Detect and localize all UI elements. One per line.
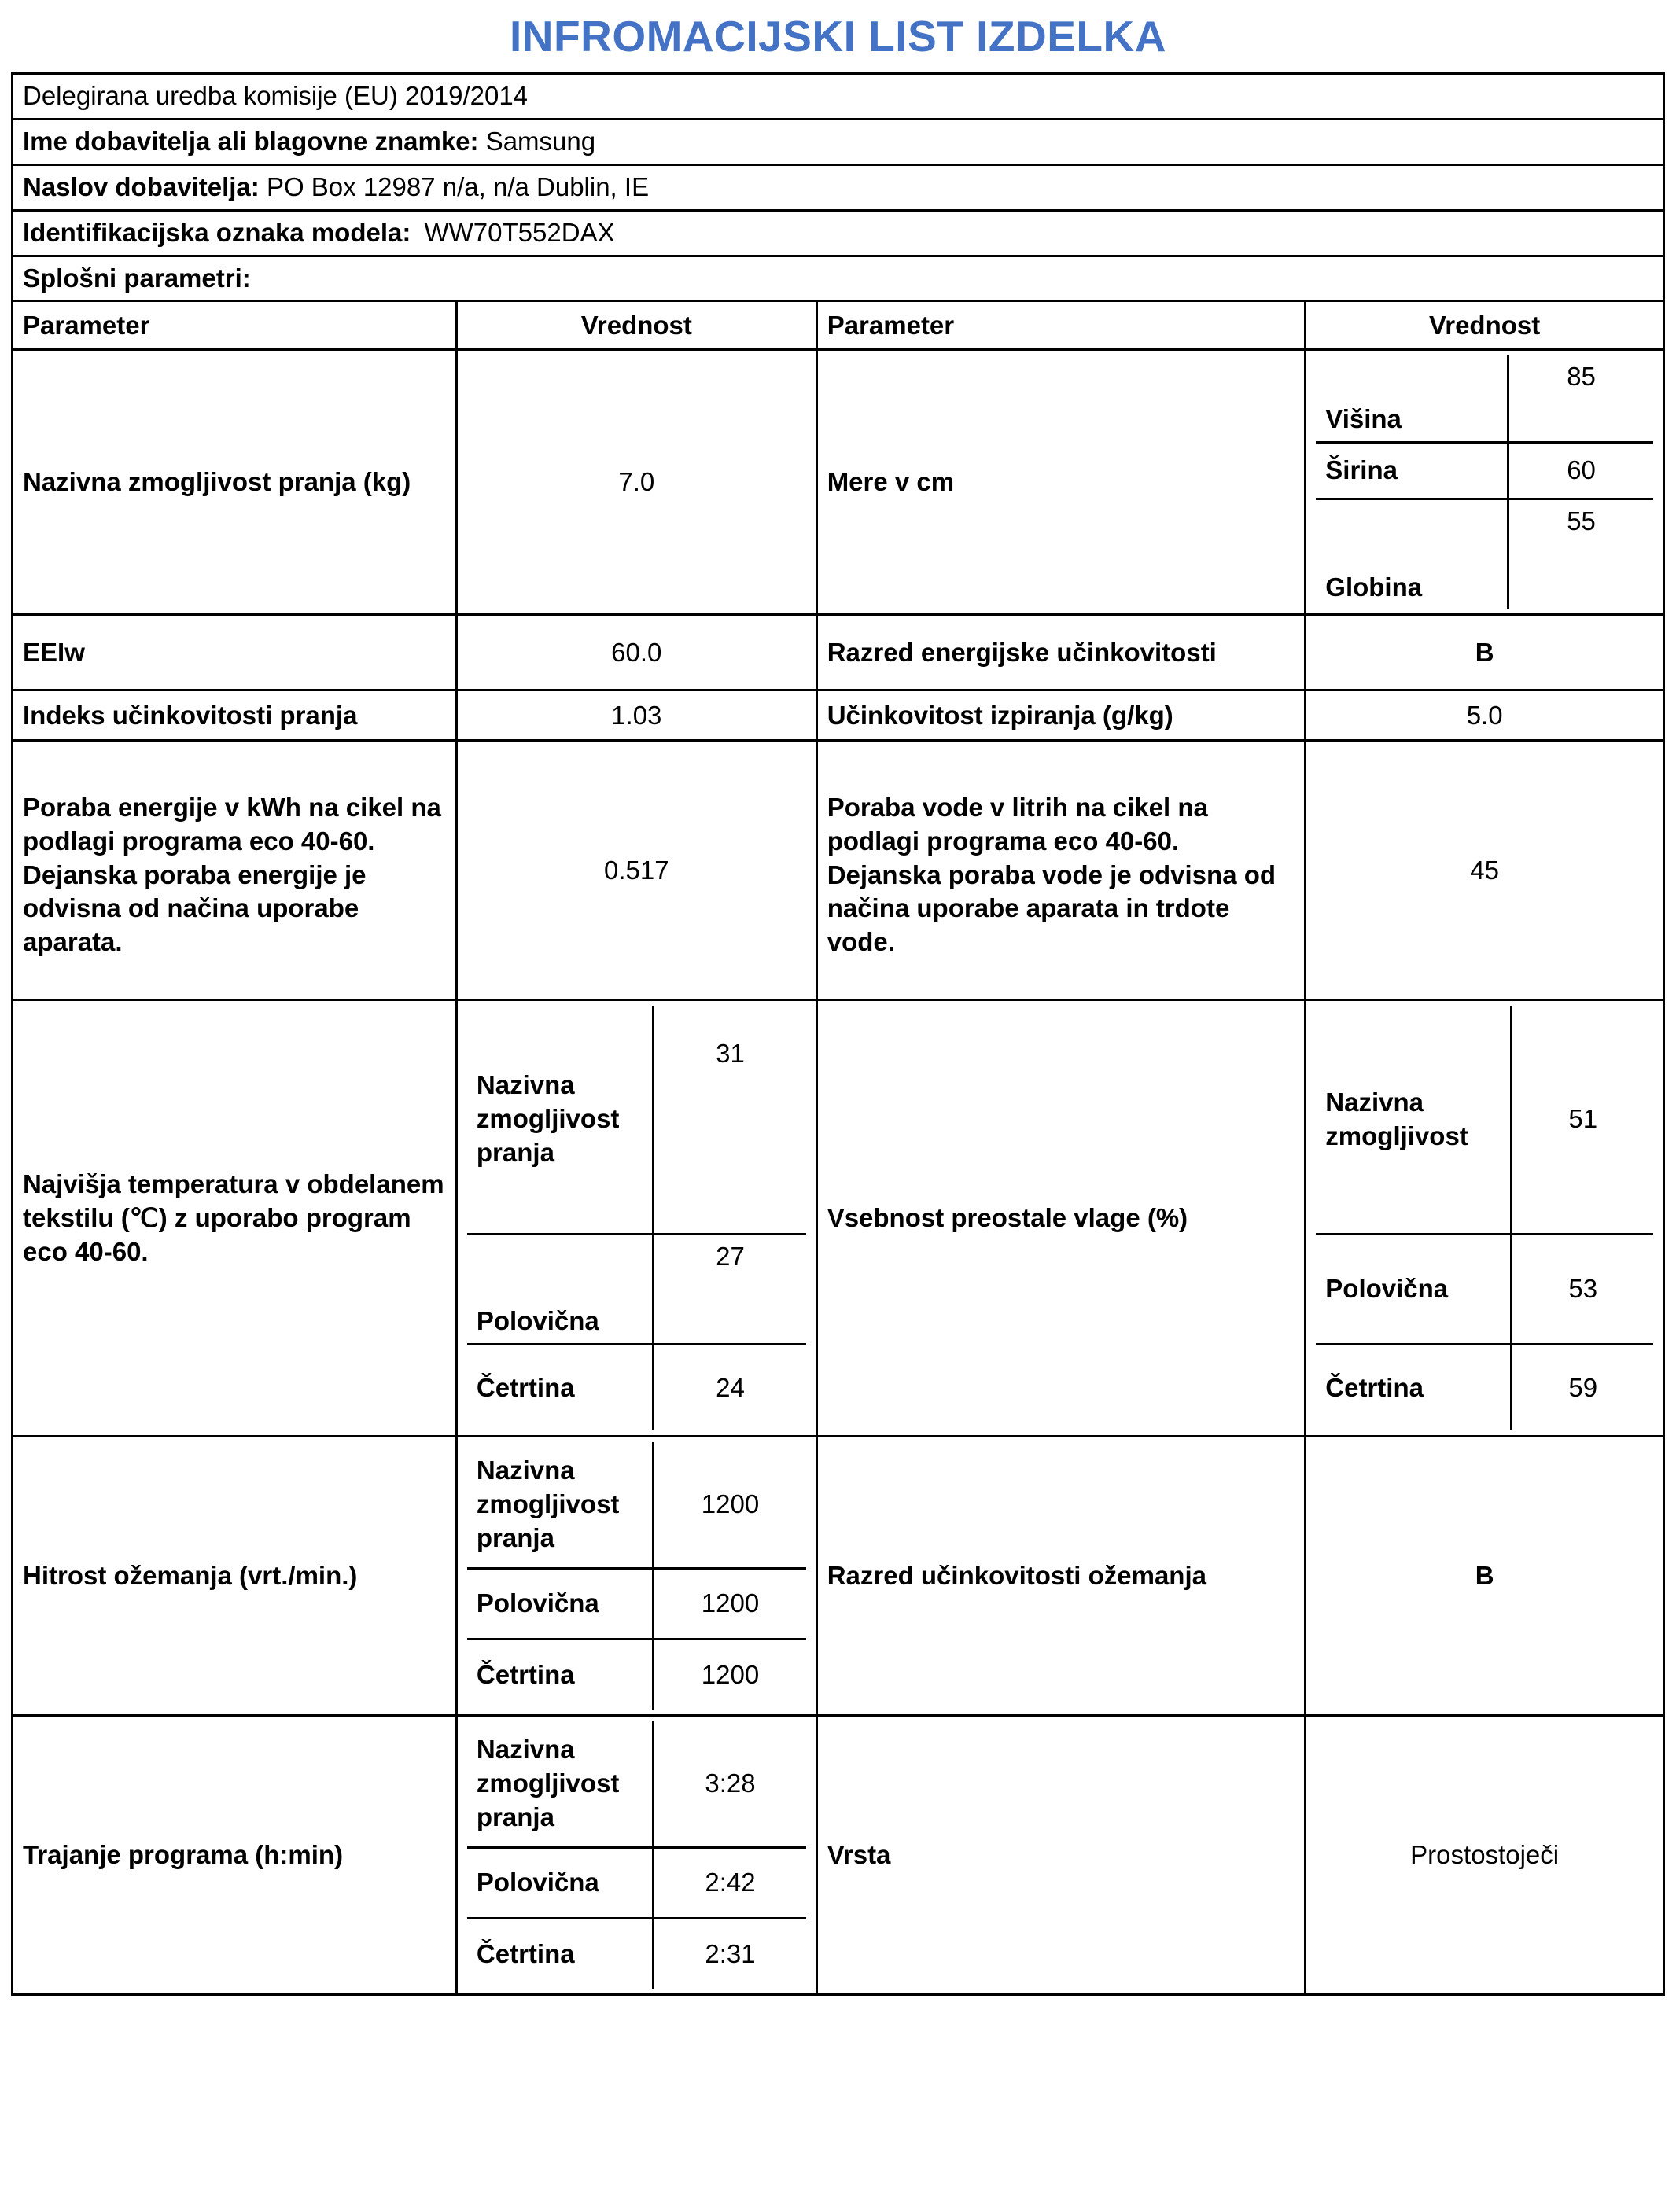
regulation-cell	[13, 74, 1664, 120]
wash-efficiency-label: Indeks učinkovitosti pranja	[13, 690, 457, 741]
dimension-label-depth: Globina	[1316, 499, 1508, 609]
program-duration-subtable	[467, 1721, 806, 1989]
model-value: WW70T552DAX	[424, 217, 615, 247]
dimension-row-width	[1316, 442, 1653, 499]
dimension-value-height: 85	[1508, 355, 1653, 442]
consumption-row	[13, 741, 1664, 1000]
general-parameters-row	[13, 256, 1664, 301]
dimension-row-height	[1316, 355, 1653, 442]
spin-value-rated: 1200	[654, 1442, 806, 1568]
dimensions-subtable	[1316, 355, 1653, 609]
supplier-address-value: PO Box 12987 n/a, n/a Dublin, IE	[266, 171, 650, 201]
program-duration-subtable-cell	[456, 1716, 816, 1995]
spin-speed-label: Hitrost ožemanja (vrt./min.)	[13, 1437, 457, 1716]
spin-value-half: 1200	[654, 1568, 806, 1639]
moisture-value-half: 53	[1512, 1234, 1653, 1344]
moisture-label-half: Polovična	[1316, 1234, 1512, 1344]
temperature-label-rated: Nazivna zmogljivost pranja	[467, 1006, 654, 1234]
temperature-moisture-row	[13, 1000, 1664, 1437]
model-cell	[13, 210, 1664, 256]
moisture-value-quarter: 59	[1512, 1344, 1653, 1430]
rated-capacity-value: 7.0	[456, 350, 816, 615]
column-header-row	[13, 301, 1664, 350]
spin-value-quarter: 1200	[654, 1639, 806, 1710]
temperature-row-half	[467, 1234, 806, 1344]
dimension-value-depth: 55	[1508, 499, 1653, 609]
temperature-value-rated: 31	[654, 1006, 806, 1234]
energy-consumption-label: Poraba energije v kWh na cikel na podlagi programa eco 40-60. Dejanska poraba energije je odvisna od načina uporabe aparata.	[13, 741, 457, 1000]
eeiw-label: EEIw	[13, 615, 457, 690]
duration-label-half: Polovična	[467, 1847, 654, 1918]
supplier-name-row	[13, 119, 1664, 164]
duration-row-rated	[467, 1721, 806, 1847]
supplier-address-label: Naslov dobavitelja:	[23, 171, 260, 201]
spin-row	[13, 1437, 1664, 1716]
header-value-left: Vrednost	[456, 301, 816, 350]
wash-index-rinsing-row	[13, 690, 1664, 741]
duration-value-half: 2:42	[654, 1847, 806, 1918]
regulation-text: Delegirana uredba komisije (EU) 2019/2014	[23, 81, 529, 110]
temperature-row-quarter	[467, 1344, 806, 1430]
rinsing-effectiveness-label: Učinkovitost izpiranja (g/kg)	[816, 690, 1306, 741]
dimension-label-height: Višina	[1316, 355, 1508, 442]
duration-value-quarter: 2:31	[654, 1918, 806, 1989]
supplier-name-cell	[13, 119, 1664, 164]
energy-class-value: B	[1306, 615, 1664, 690]
energy-class-label: Razred energijske učinkovitosti	[816, 615, 1306, 690]
header-parameter-right: Parameter	[816, 301, 1306, 350]
supplier-name-label: Ime dobavitelja ali blagovne znamke:	[23, 126, 479, 156]
energy-consumption-value: 0.517	[456, 741, 816, 1000]
residual-moisture-subtable-cell	[1306, 1000, 1664, 1437]
dimensions-subtable-cell	[1306, 350, 1664, 615]
spin-row-quarter	[467, 1639, 806, 1710]
spin-class-label: Razred učinkovitosti ožemanja	[816, 1437, 1306, 1716]
program-duration-label: Trajanje programa (h:min)	[13, 1716, 457, 1995]
duration-label-rated: Nazivna zmogljivost pranja	[467, 1721, 654, 1847]
wash-efficiency-value: 1.03	[456, 690, 816, 741]
dimension-row-depth	[1316, 499, 1653, 609]
temperature-value-half: 27	[654, 1234, 806, 1344]
page-title: INFROMACIJSKI LIST IZDELKA	[510, 12, 1166, 61]
water-consumption-value: 45	[1306, 741, 1664, 1000]
duration-label-quarter: Četrtina	[467, 1918, 654, 1989]
type-label: Vrsta	[816, 1716, 1306, 1995]
capacity-dimensions-row	[13, 350, 1664, 615]
spin-row-rated	[467, 1442, 806, 1568]
spin-row-half	[467, 1568, 806, 1639]
water-consumption-label: Poraba vode v litrih na cikel na podlagi programa eco 40-60. Dejanska poraba vode je odvisna od načina uporabe aparata in trdote vode.	[816, 741, 1306, 1000]
type-value: Prostostoječi	[1306, 1716, 1664, 1995]
dimension-value-width: 60	[1508, 442, 1653, 499]
spin-label-rated: Nazivna zmogljivost pranja	[467, 1442, 654, 1568]
rinsing-effectiveness-value: 5.0	[1306, 690, 1664, 741]
duration-row-half	[467, 1847, 806, 1918]
moisture-row-quarter	[1316, 1344, 1653, 1430]
spin-class-value: B	[1306, 1437, 1664, 1716]
title-bar	[11, 0, 1665, 72]
regulation-row	[13, 74, 1664, 120]
rated-capacity-label: Nazivna zmogljivost pranja (kg)	[13, 350, 457, 615]
moisture-label-rated: Nazivna zmogljivost	[1316, 1006, 1512, 1234]
supplier-address-row	[13, 164, 1664, 210]
general-parameters-label: Splošni parametri:	[13, 256, 1664, 301]
duration-type-row	[13, 1716, 1664, 1995]
duration-value-rated: 3:28	[654, 1721, 806, 1847]
duration-row-quarter	[467, 1918, 806, 1989]
max-temperature-label: Najvišja temperatura v obdelanem tekstilu (℃) z uporabo program eco 40-60.	[13, 1000, 457, 1437]
eeiw-energyclass-row	[13, 615, 1664, 690]
temperature-value-quarter: 24	[654, 1344, 806, 1430]
header-value-right: Vrednost	[1306, 301, 1664, 350]
moisture-label-quarter: Četrtina	[1316, 1344, 1512, 1430]
product-sheet-table	[11, 72, 1665, 1996]
temperature-row-rated	[467, 1006, 806, 1234]
spin-speed-subtable	[467, 1442, 806, 1710]
max-temperature-subtable	[467, 1006, 806, 1430]
max-temperature-subtable-cell	[456, 1000, 816, 1437]
residual-moisture-subtable	[1316, 1006, 1653, 1430]
moisture-value-rated: 51	[1512, 1006, 1653, 1234]
spin-label-half: Polovična	[467, 1568, 654, 1639]
temperature-label-quarter: Četrtina	[467, 1344, 654, 1430]
model-row	[13, 210, 1664, 256]
dimension-label-width: Širina	[1316, 442, 1508, 499]
spin-label-quarter: Četrtina	[467, 1639, 654, 1710]
residual-moisture-label: Vsebnost preostale vlage (%)	[816, 1000, 1306, 1437]
header-parameter-left: Parameter	[13, 301, 457, 350]
dimensions-label: Mere v cm	[816, 350, 1306, 615]
moisture-row-rated	[1316, 1006, 1653, 1234]
spin-speed-subtable-cell	[456, 1437, 816, 1716]
supplier-address-cell	[13, 164, 1664, 210]
moisture-row-half	[1316, 1234, 1653, 1344]
supplier-name-value: Samsung	[485, 126, 596, 156]
model-label: Identifikacijska oznaka modela:	[23, 217, 411, 247]
eeiw-value: 60.0	[456, 615, 816, 690]
temperature-label-half: Polovična	[467, 1234, 654, 1344]
